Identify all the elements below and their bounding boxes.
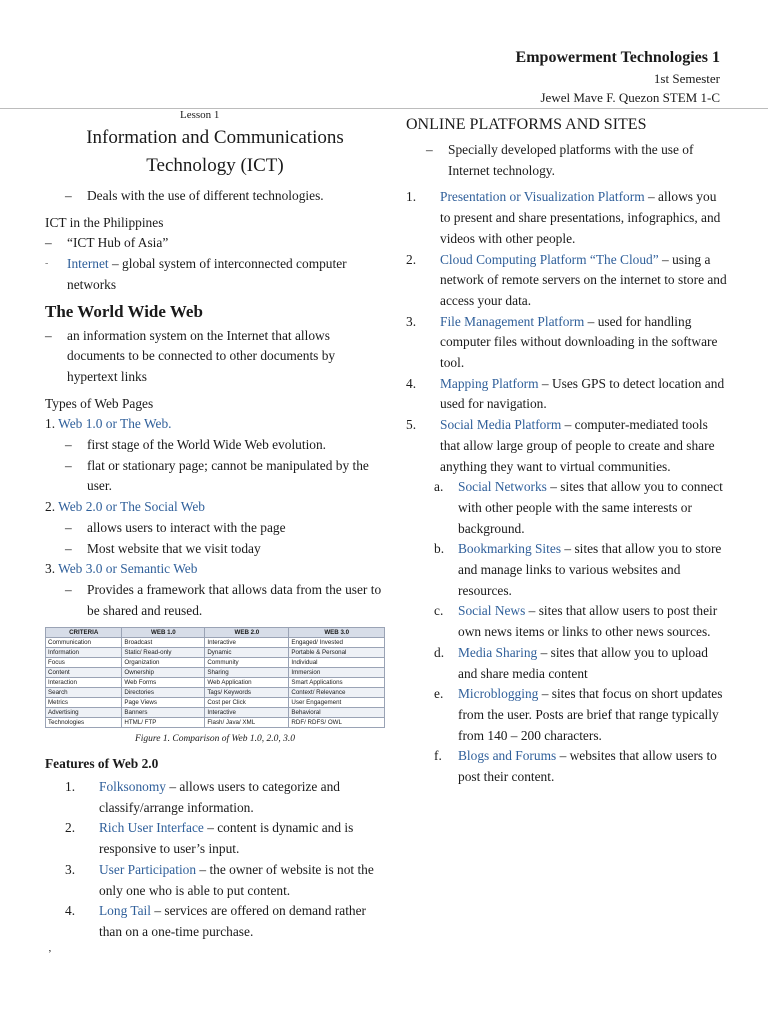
social-media-item (406, 746, 728, 787)
internet-term: Internet (67, 256, 109, 272)
web3-bullet-1: – Provides a framework that allows data from the user to be shared and reused. (65, 581, 382, 618)
table-cell: Page Views (122, 698, 205, 708)
web1-bullet-1: – first stage of the World Wide Web evolution. (65, 437, 327, 453)
ict-hub-bullet: – “ICT Hub of Asia” (45, 235, 169, 251)
platform-number: 2. (406, 251, 417, 267)
feature-item (45, 818, 385, 859)
table-row (46, 698, 385, 708)
feature-term: Long Tail (99, 903, 151, 919)
social-media-term: Social News (458, 603, 526, 619)
table-cell: Content (46, 668, 122, 678)
social-media-term: Microblogging (458, 686, 539, 702)
social-media-desc: – sites that focus on short updates from the user. Posts are brief that range typically from 140 – 200 characters. (458, 686, 723, 743)
table-cell: Communication (46, 638, 122, 648)
table-row (46, 708, 385, 718)
table-cell: HTML/ FTP (122, 718, 205, 728)
platform-term: Presentation or Visualization Platform (440, 189, 645, 205)
social-media-number: d. (434, 644, 445, 660)
web2-item: 2. Web 2.0 or The Social Web (45, 499, 206, 515)
ict-definition: – Deals with the use of different technologies. (65, 188, 324, 203)
right-column (406, 114, 728, 788)
feature-item (45, 777, 385, 818)
left-column (45, 124, 385, 943)
feature-number: 3. (65, 861, 76, 877)
table-cell: Metrics (46, 698, 122, 708)
table-cell: Portable & Personal (289, 648, 385, 658)
table-header-cell: WEB 3.0 (289, 628, 385, 638)
table-cell: Context/ Relevance (289, 688, 385, 698)
feature-desc: – allows users to categorize and classify/arrange information. (99, 779, 340, 815)
ict-title: Information and Communications Technology (ICT) (86, 127, 344, 176)
table-cell: Behavioral (289, 708, 385, 718)
social-media-item (406, 643, 728, 684)
table-cell: Focus (46, 658, 122, 668)
figure-caption: Figure 1. Comparison of Web 1.0, 2.0, 3.0 (134, 734, 295, 745)
table-header-cell: WEB 2.0 (205, 628, 289, 638)
table-header-cell: WEB 1.0 (122, 628, 205, 638)
feature-number: 2. (65, 820, 76, 836)
features-list (45, 777, 385, 943)
social-media-item (406, 601, 728, 642)
platforms-heading: ONLINE PLATFORMS AND SITES (406, 116, 647, 133)
social-media-desc: – sites that allow you to store and manage links to various websites and resources. (458, 541, 722, 598)
web3-item: 3. Web 3.0 or Semantic Web (45, 561, 198, 577)
table-cell: Interaction (46, 678, 122, 688)
table-cell: Information (46, 648, 122, 658)
social-media-term: Blogs and Forums (458, 748, 557, 764)
social-media-desc: – websites that allow users to post their content. (458, 748, 717, 785)
platform-desc: – used for handling computer files without downloading in the software tool. (440, 313, 718, 371)
table-cell: Immersion (289, 668, 385, 678)
table-cell: Interactive (205, 708, 289, 718)
table-row (46, 648, 385, 658)
social-media-term: Social Networks (458, 479, 547, 495)
web1-item: 1. Web 1.0 or The Web. (45, 416, 172, 432)
platform-term: Cloud Computing Platform “The Cloud” (440, 251, 659, 267)
header-divider (0, 108, 768, 109)
table-row (46, 688, 385, 698)
table-cell: Community (205, 658, 289, 668)
table-cell: Flash/ Java/ XML (205, 718, 289, 728)
document-header (516, 47, 720, 107)
table-cell: Sharing (205, 668, 289, 678)
platform-desc: – allows you to present and share presentations, infographics, and videos with other people. (440, 189, 721, 246)
table-cell: Interactive (205, 638, 289, 648)
table-cell: Smart Applications (289, 678, 385, 688)
table-cell: Tags/ Keywords (205, 688, 289, 698)
platform-list (406, 187, 728, 477)
social-media-desc: – sites that allow users to post their own news items or links to other news sources. (458, 603, 718, 640)
feature-number: 1. (65, 779, 76, 795)
feature-term: Folksonomy (99, 779, 166, 795)
table-row (46, 678, 385, 688)
web1-bullet-2: – flat or stationary page; cannot be manipulated by the user. (65, 457, 369, 494)
www-definition: – an information system on the Internet that allows documents to be connected to other documents by hypertext links (45, 327, 336, 384)
table-cell: Web Forms (122, 678, 205, 688)
table-body (46, 638, 385, 728)
table-header-row (46, 628, 385, 638)
social-media-term: Media Sharing (458, 644, 538, 660)
web2-term: Web 2.0 or The Social Web (58, 499, 206, 515)
www-heading: The World Wide Web (45, 301, 203, 321)
table-cell: Web Application (205, 678, 289, 688)
social-media-number: e. (434, 686, 444, 702)
table-cell: RDF/ RDFS/ OWL (289, 718, 385, 728)
platform-desc: – using a network of remote servers on the internet to store and access your data. (440, 251, 727, 308)
platform-desc: – computer-mediated tools that allow large group of people to create and share anything they want to virtual communities. (440, 417, 715, 474)
footer-mark: ʼ (48, 948, 52, 960)
table-row (46, 638, 385, 648)
table-row (46, 658, 385, 668)
social-media-item (406, 477, 728, 539)
web3-term: Web 3.0 or Semantic Web (58, 561, 198, 577)
table-cell: Directories (122, 688, 205, 698)
course-title: Empowerment Technologies 1 (515, 49, 720, 66)
platform-item (406, 374, 728, 415)
author-label: Jewel Mave F. Quezon STEM 1-C (540, 90, 720, 105)
table-row (46, 668, 385, 678)
platform-item (406, 415, 728, 477)
social-media-number: c. (434, 603, 444, 619)
table-row (46, 718, 385, 728)
table-cell: Technologies (46, 718, 122, 728)
ict-philippines-heading: ICT in the Philippines (45, 214, 164, 230)
table-cell: Static/ Read-only (122, 648, 205, 658)
feature-term: User Participation (99, 861, 197, 877)
feature-term: Rich User Interface (99, 820, 204, 836)
table-cell: Broadcast (122, 638, 205, 648)
platform-item (406, 312, 728, 374)
social-media-item (406, 684, 728, 746)
web2-bullet-1: – allows users to interact with the page (65, 519, 286, 535)
platform-term: Social Media Platform (440, 417, 562, 433)
platforms-intro: – Specially developed platforms with the use of Internet technology. (426, 142, 694, 178)
social-media-number: b. (434, 541, 445, 557)
semester-label: 1st Semester (653, 71, 720, 86)
table-cell: Engaged/ Invested (289, 638, 385, 648)
table-cell: Ownership (122, 668, 205, 678)
table-cell: Banners (122, 708, 205, 718)
feature-number: 4. (65, 903, 76, 919)
table-cell: User Engagement (289, 698, 385, 708)
feature-item (45, 860, 385, 901)
platform-number: 3. (406, 313, 417, 329)
social-media-number: f. (434, 748, 442, 764)
platform-number: 5. (406, 417, 417, 433)
platform-term: Mapping Platform (440, 375, 539, 391)
table-cell: Dynamic (205, 648, 289, 658)
types-heading: Types of Web Pages (45, 395, 154, 411)
platform-number: 1. (406, 189, 417, 205)
feature-desc: – services are offered on demand rather than on a one-time purchase. (99, 903, 367, 939)
table-cell: Individual (289, 658, 385, 668)
table-cell: Organization (122, 658, 205, 668)
feature-desc: – content is dynamic and is responsive to user’s input. (99, 820, 354, 857)
platform-number: 4. (406, 375, 417, 391)
social-media-item (406, 539, 728, 601)
internet-bullet: - Internet – global system of interconnected computer networks (45, 256, 347, 292)
social-media-list (406, 477, 728, 788)
social-media-desc: – sites that allow you to upload and share media content (458, 644, 708, 681)
web2-bullet-2: – Most website that we visit today (65, 540, 261, 556)
feature-desc: – the owner of website is not the only one who is able to put content. (99, 861, 374, 898)
web1-term: Web 1.0 or The Web. (58, 416, 172, 432)
table-cell: Advertising (46, 708, 122, 718)
platform-term: File Management Platform (440, 313, 585, 329)
table-cell: Search (46, 688, 122, 698)
social-media-term: Bookmarking Sites (458, 541, 562, 557)
table-cell: Cost per Click (205, 698, 289, 708)
platform-item (406, 250, 728, 312)
social-media-number: a. (434, 479, 444, 495)
social-media-desc: – sites that allow you to connect with other people with the same interests or background. (458, 479, 723, 536)
lesson-label: Lesson 1 (180, 109, 220, 121)
platform-desc: – Uses GPS to detect location and used for navigation. (440, 375, 725, 412)
features-heading: Features of Web 2.0 (45, 756, 159, 772)
web-comparison-table (45, 627, 385, 728)
table-header-cell: CRITERIA (46, 628, 122, 638)
feature-item (45, 901, 385, 942)
platform-item (406, 187, 728, 249)
